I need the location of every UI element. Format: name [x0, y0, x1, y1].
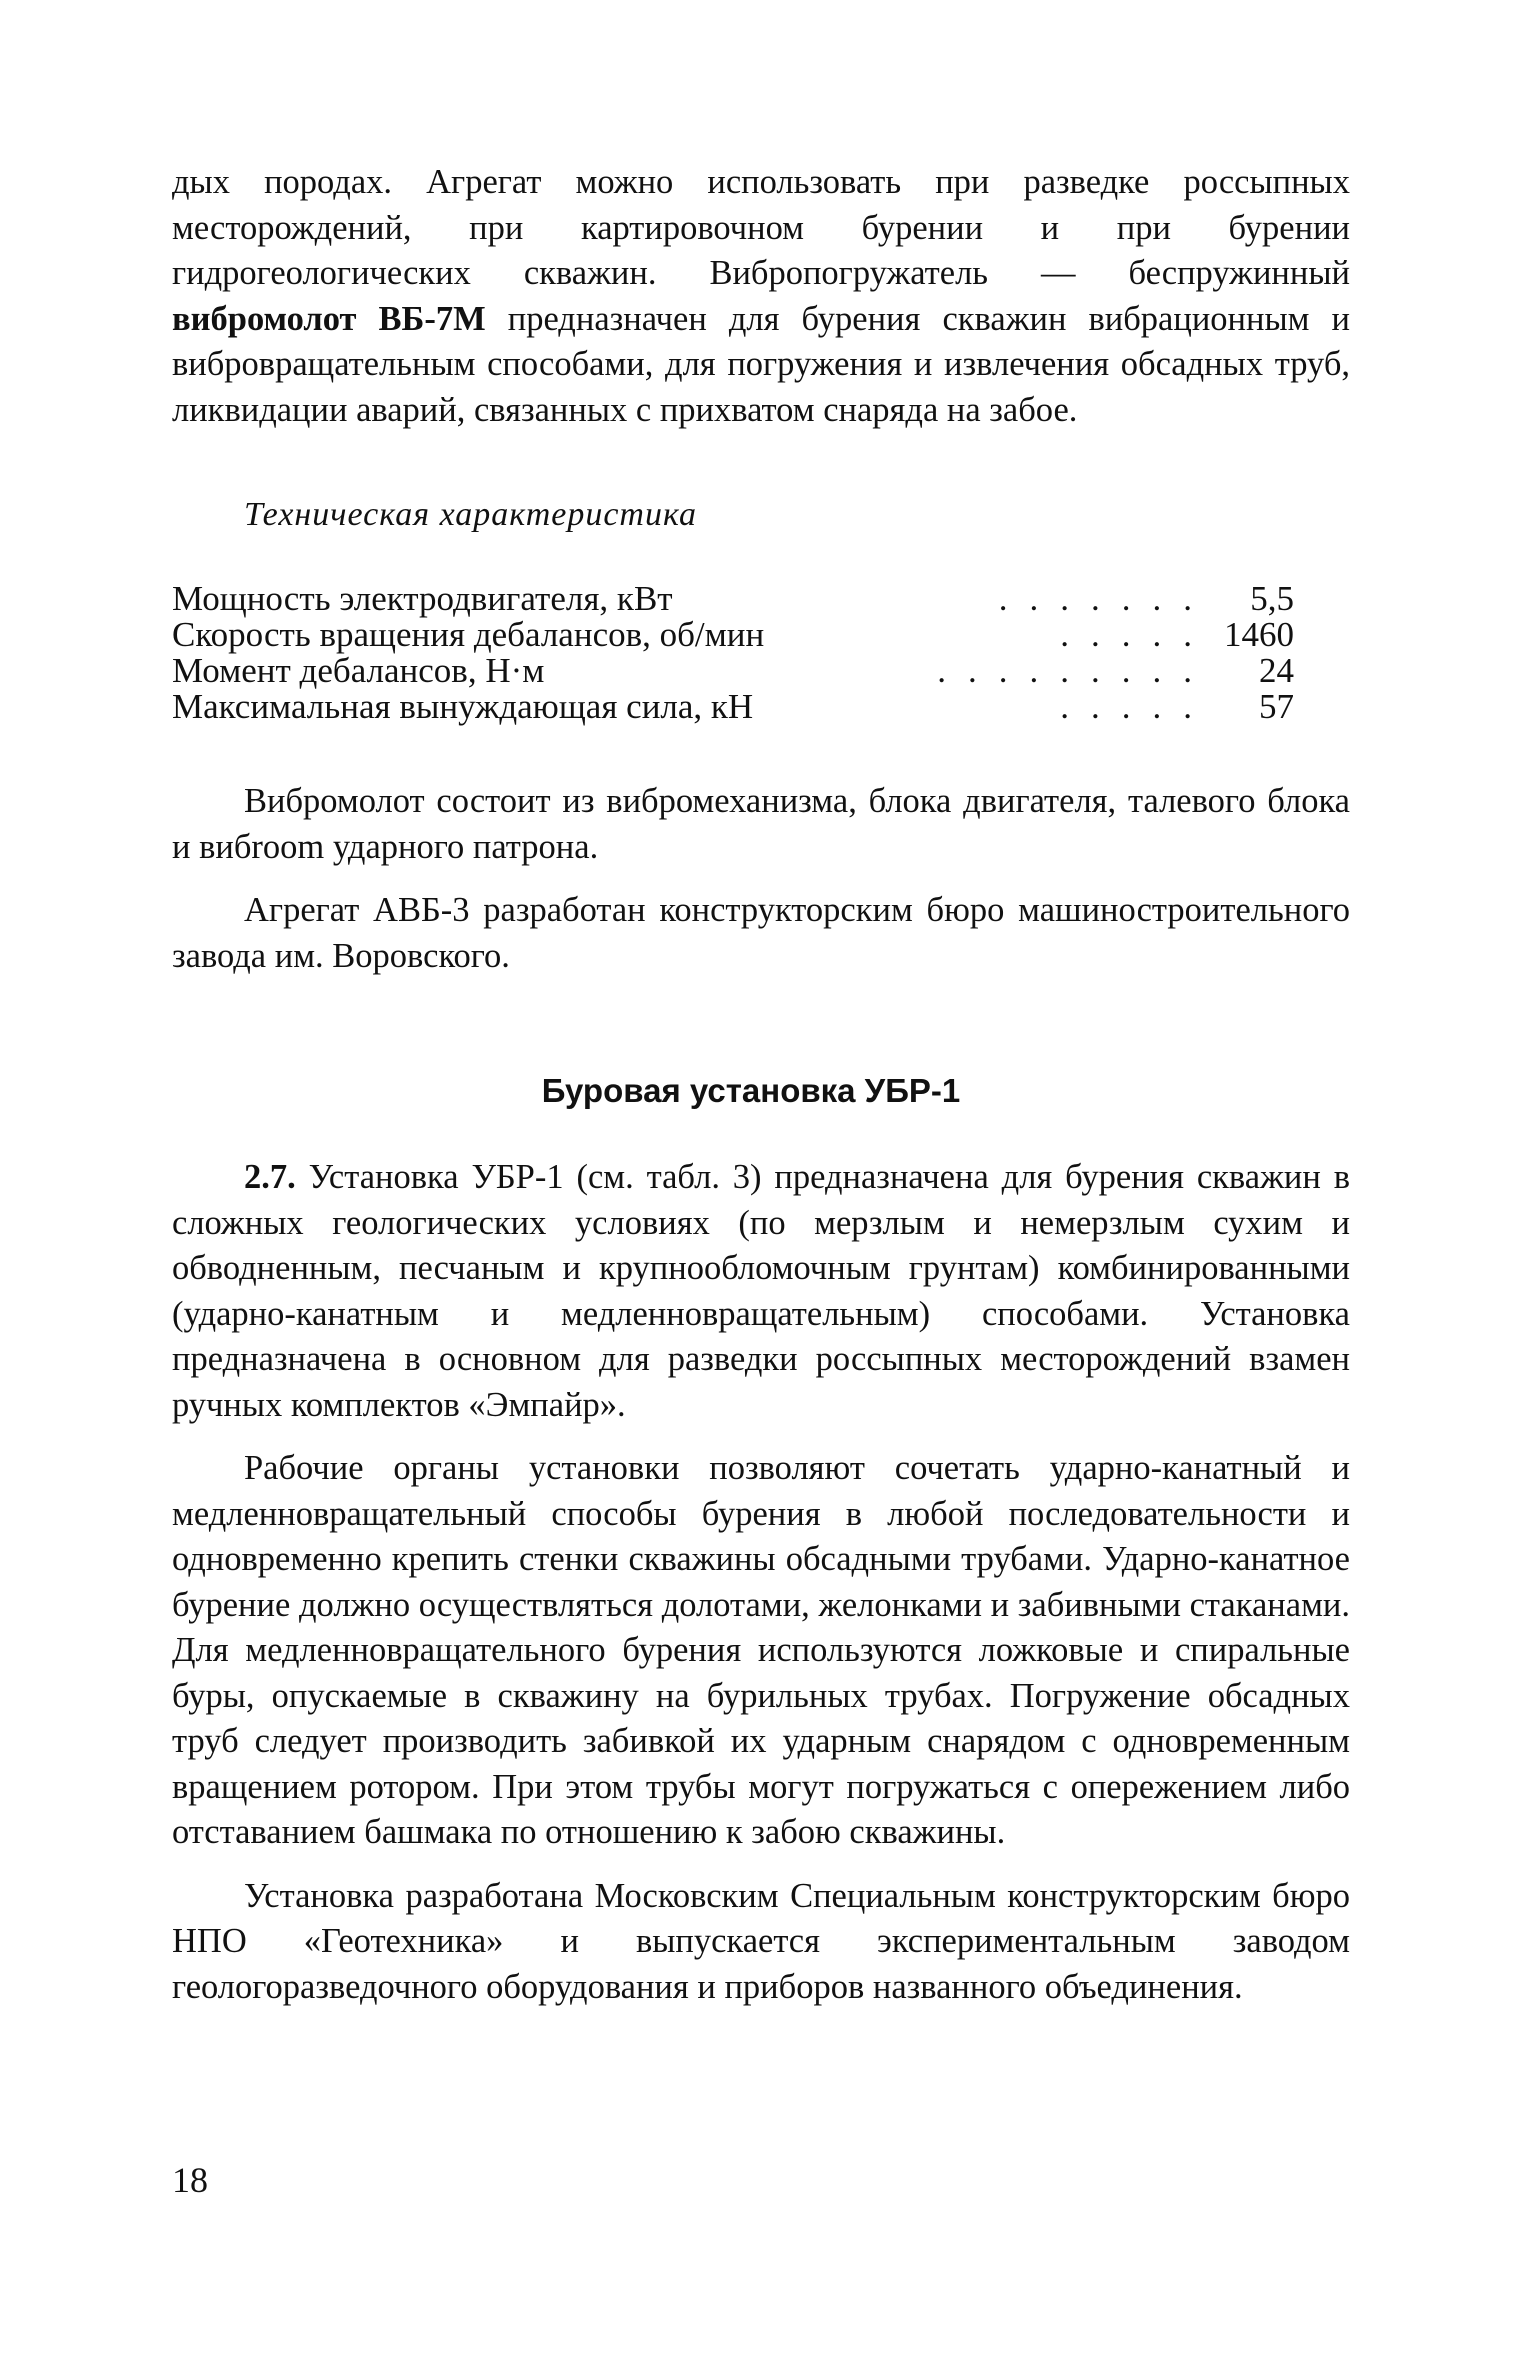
page-number: 18 — [172, 2160, 208, 2200]
spec-title: Техническая характеристика — [244, 496, 698, 533]
spec-row-value: 1460 — [1224, 615, 1294, 654]
spec-row-value: 5,5 — [1250, 579, 1294, 618]
spec-row — [172, 617, 1294, 653]
spec-row-leader: ..... — [1060, 689, 1214, 725]
section-title: Буровая установка УБР-1 — [541, 1072, 961, 1109]
clause-number: 2.7. — [244, 1158, 296, 1196]
spec-row — [172, 689, 1294, 725]
spec-row — [172, 581, 1294, 617]
spec-row-value: 24 — [1259, 651, 1294, 690]
paragraph-manufacturer: Установка разработана Московским Специальным конструкторским бюро НПО «Геотехника» и выпускается экспериментальным заводом геологоразведочного оборудования и приборов названного объединения. — [172, 1876, 1350, 2006]
spec-row-name: Скорость вращения дебалансов, об/мин — [172, 615, 765, 654]
spec-row — [172, 653, 1294, 689]
spec-row-name: Мощность электродвигателя, кВт — [172, 579, 673, 618]
spec-row-name: Момент дебалансов, Н·м — [172, 651, 545, 690]
spec-row-name: Максимальная вынуждающая сила, кН — [172, 687, 754, 726]
document-page — [172, 160, 1350, 2010]
paragraph-intro-end: предназначен для бурения скважин вибрационным и вибровращательным способами, для погружения и извлечения обсадных труб, ликвидации аварий, связанных с прихватом снаряда на забое. — [172, 299, 1350, 429]
spec-row-leader: ....... — [998, 581, 1214, 617]
paragraph-intro — [172, 160, 1350, 433]
clause-text: Установка УБР-1 (см. табл. 3) предназначена для бурения скважин в сложных геологических условиях (по мерзлым и немерзлым сухим и обводненным, песчаным и крупнообломочным грунтам) комбинированными (ударно-канатным и медленновращательным) способами. Установка предназначена в основном для разведки россыпных месторождений взамен ручных комплектов «Эмпайр». — [172, 1158, 1350, 1424]
vibrohammer-model-bold: вибромолот ВБ-7М — [172, 299, 486, 338]
paragraph-working-bodies: Рабочие органы установки позволяют сочетать ударно-канатный и медленновращательный способы бурения в любой последовательности и одновременно крепить стенки скважины обсадными трубами. Ударно-канатное бурение должно осуществляться долотами, желонками и забивными стаканами. Для медленновращательного бурения используются ложковые и спиральные буры, опускаемые в скважину на бурильных трубах. Погружение обсадных труб следует производить забивкой их ударным снарядом с одновременным вращением ротором. При этом трубы могут погружаться с опережением либо отставанием башмака по отношению к забою скважины. — [172, 1449, 1350, 1851]
spec-row-leader: ......... — [937, 653, 1214, 689]
paragraph-vibrohammer-parts: Вибромолот состоит из вибромеханизма, блока двигателя, талевого блока и вибroom ударного патрона. — [172, 782, 1350, 866]
spec-table — [172, 581, 1294, 725]
spec-row-leader: ..... — [1060, 617, 1214, 653]
paragraph-section-2-7 — [172, 1155, 1350, 1428]
spec-row-value: 57 — [1259, 687, 1294, 726]
paragraph-intro-start: дых породах. Агрегат можно использовать при разведке россыпных месторождений, при картировочном бурении и при бурении гидрогеологических скважин. Вибропогружатель — беспружинный — [172, 163, 1350, 292]
paragraph-developer: Агрегат АВБ-3 разработан конструкторским бюро машиностроительного завода им. Воровского. — [172, 891, 1350, 975]
